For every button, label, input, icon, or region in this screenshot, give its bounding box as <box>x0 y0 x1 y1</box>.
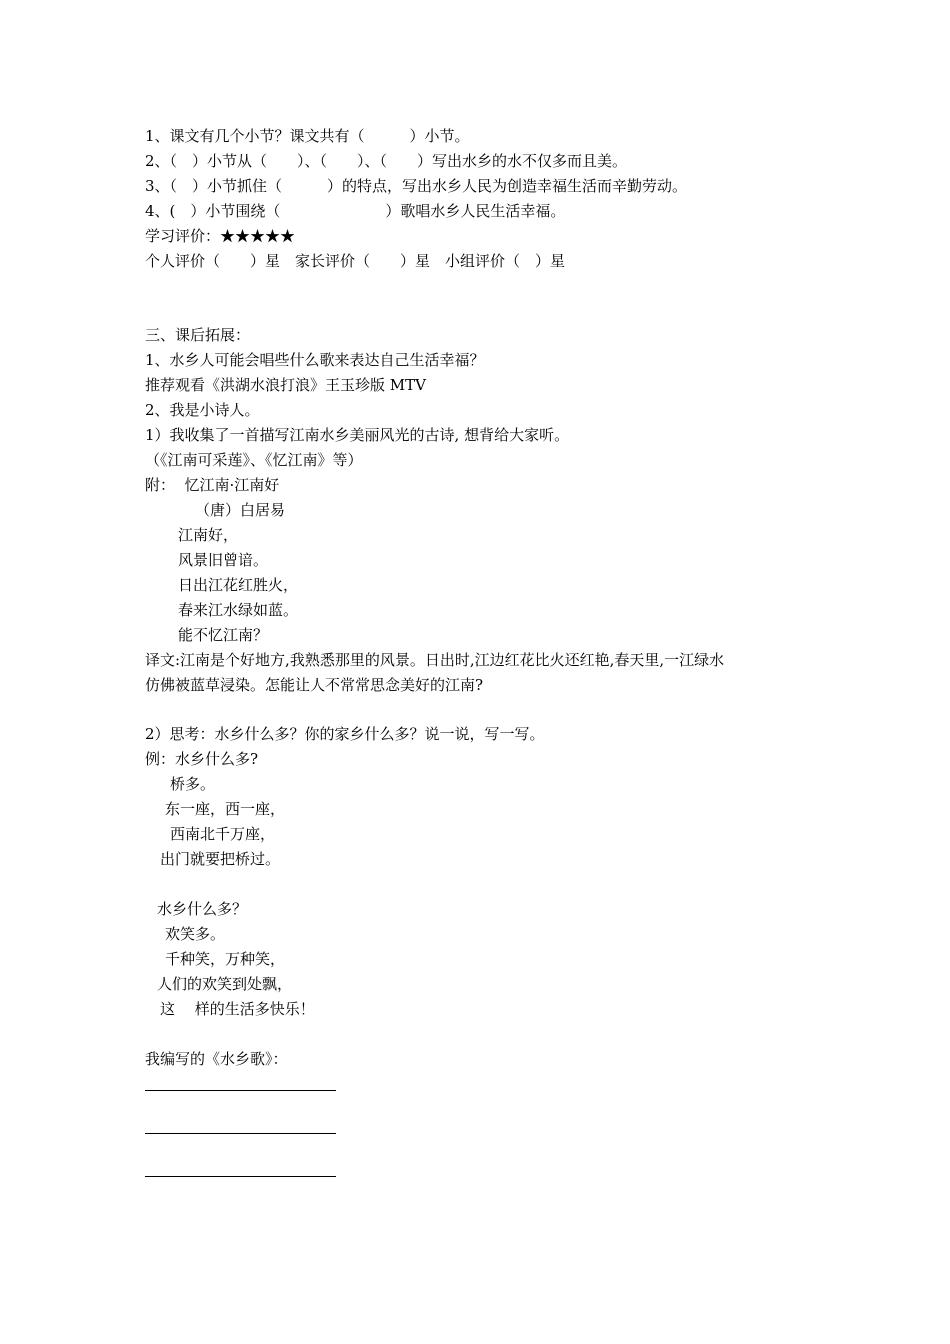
answer-line[interactable] <box>145 1090 336 1091</box>
question-1: 1、课文有几个小节？课文共有（ ）小节。 <box>145 127 470 145</box>
translation-line: 仿佛被蓝草浸染。怎能让人不常常思念美好的江南? <box>145 676 484 694</box>
answer-line[interactable] <box>145 1176 336 1177</box>
poem-line: 风景旧曾谙。 <box>178 551 269 569</box>
recommendation: 推荐观看《洪湖水浪打浪》王玉珍版 MTV <box>145 376 426 394</box>
poem-line: 日出江花红胜火， <box>178 576 299 594</box>
example-line: 东一座，西一座， <box>165 800 286 818</box>
question-4: 4、( ）小节围绕（ ）歌唱水乡人民生活幸福。 <box>145 202 566 220</box>
poem-author: （唐）白居易 <box>195 501 286 519</box>
answer-line[interactable] <box>145 1133 336 1134</box>
poem-line: 江南好， <box>178 526 239 544</box>
example-line: 桥多。 <box>170 775 216 793</box>
example2-line: 水乡什么多？ <box>157 900 248 918</box>
question-3: 3、（ ）小节抓住（ ）的特点，写出水乡人民为创造幸福生活而辛勤劳动。 <box>145 177 688 195</box>
poem-line: 春来江水绿如蓝。 <box>178 601 299 619</box>
poem-line: 能不忆江南？ <box>178 626 269 644</box>
translation-line: 译文:江南是个好地方,我熟悉那里的风景。日出时,江边红花比火还红艳,春天里,一江绿水 <box>145 651 725 669</box>
sub-question-1: 1）我收集了一首描写江南水乡美丽风光的古诗, 想背给大家听。 <box>145 426 570 444</box>
example2-line: 这 样的生活多快乐！ <box>160 1000 315 1018</box>
extension-question-2: 2、我是小诗人。 <box>145 401 260 419</box>
write-label: 我编写的《水乡歌》： <box>145 1050 288 1068</box>
example-line: 出门就要把桥过。 <box>160 850 281 868</box>
sub-question-1-note: （《江南可采莲》、《忆江南》等） <box>145 451 363 469</box>
example2-line: 欢笑多。 <box>165 925 226 943</box>
example2-line: 千种笑，万种笑， <box>165 950 286 968</box>
section-title: 三、课后拓展： <box>145 326 251 344</box>
extension-question-1: 1、水乡人可能会唱些什么歌来表达自己生活幸福？ <box>145 351 485 369</box>
example-line: 西南北千万座， <box>170 825 276 843</box>
example-label: 例：水乡什么多? <box>145 750 259 768</box>
sub-question-2: 2）思考：水乡什么多？你的家乡什么多？说一说，写一写。 <box>145 725 545 743</box>
appendix-title: 附： 忆江南·江南好 <box>145 476 280 494</box>
question-2: 2、（ ）小节从（ ）、（ ）、（ ）写出水乡的水不仅多而且美。 <box>145 152 628 170</box>
example2-line: 人们的欢笑到处飘， <box>157 975 293 993</box>
evaluation-line: 个人评价（ ）星 家长评价（ ）星 小组评价（ ）星 <box>145 252 566 270</box>
study-evaluation: 学习评价：★★★★★ <box>145 227 296 245</box>
